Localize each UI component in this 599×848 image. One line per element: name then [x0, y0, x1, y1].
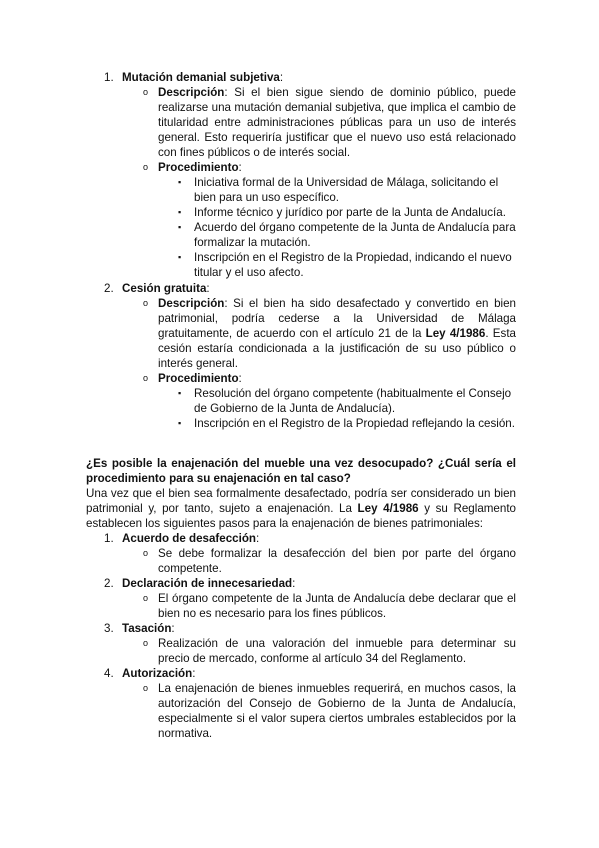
list-item-step-3: 3. Tasación:	[104, 622, 175, 635]
list-number: 2.	[104, 577, 114, 590]
item-title: Tasación	[122, 622, 172, 635]
list-step: ▪ Acuerdo del órgano competente de la Junta de Andalucía para formalizar la mutación.	[178, 221, 516, 249]
circle-bullet-icon: o	[143, 683, 149, 693]
list-item-step-2: 2. Declaración de innecesariedad:	[104, 577, 296, 590]
list-subitem-descripcion	[86, 85, 516, 160]
list-step: ▪ Inscripción en el Registro de la Propiedad, indicando el nuevo titular y el uso afecto.	[178, 251, 512, 279]
list-number: 3.	[104, 622, 114, 635]
item-title: Cesión gratuita	[122, 282, 207, 295]
circle-bullet-icon: o	[143, 373, 149, 383]
item-title: Acuerdo de desafección	[122, 532, 257, 545]
circle-bullet-icon: o	[143, 162, 149, 172]
list-subitem-descripcion: o Descripción: Si el bien ha sido desafectado y convertido en bien patrimonial, podría cederse a la Universidad de Málaga gratuitamente, de acuerdo con el artículo 21 de la Ley 4/1986. Esta cesión estaría condicionada a la justificación de su uso público o interés general.	[143, 297, 516, 370]
circle-bullet-icon: o	[143, 87, 149, 97]
list-subitem-procedimiento: o Procedimiento:	[143, 372, 242, 385]
circle-bullet-icon: o	[143, 593, 149, 603]
square-bullet-icon: ▪	[178, 388, 182, 398]
list-step: ▪ Inscripción en el Registro de la Propiedad reflejando la cesión.	[178, 417, 515, 430]
section-alternatives	[86, 70, 516, 431]
list-subitem: o El órgano competente de la Junta de Andalucía debe declarar que el bien no es necesario para los fines públicos.	[143, 592, 516, 620]
list-item-cesion: 2. Cesión gratuita:	[104, 282, 210, 295]
item-title: Autorización	[122, 667, 193, 680]
list-subitem: o Realización de una valoración del inmueble para determinar su precio de mercado, conforme al artículo 34 del Reglamento.	[143, 637, 516, 665]
square-bullet-icon: ▪	[178, 418, 182, 428]
list-item-step-4: 4. Autorización:	[104, 667, 196, 680]
circle-bullet-icon: o	[143, 548, 149, 558]
list-number: 1.	[104, 71, 114, 84]
section-intro: Una vez que el bien sea formalmente desafectado, podría ser considerado un bien patrimonial y, por tanto, sujeto a enajenación. La Ley 4/1986 y su Reglamento establecen los siguientes pasos para la enajenación de bienes patrimoniales:	[86, 487, 516, 530]
list-number: 1.	[104, 532, 114, 545]
subitem-label: Procedimiento	[158, 372, 239, 385]
list-step: ▪ Resolución del órgano competente (habitualmente el Consejo de Gobierno de la Junta de Andalucía).	[178, 387, 512, 415]
subitem-label: Descripción	[158, 86, 225, 99]
circle-bullet-icon: o	[143, 298, 149, 308]
square-bullet-icon: ▪	[178, 177, 182, 187]
law-reference: Ley 4/1986	[357, 502, 419, 515]
section-enajenacion	[86, 456, 516, 741]
law-reference: Ley 4/1986	[425, 327, 486, 340]
list-item-mutacion: 1. Mutación demanial subjetiva:	[104, 71, 284, 84]
square-bullet-icon: ▪	[178, 222, 182, 232]
item-title: Declaración de innecesariedad	[122, 577, 293, 590]
square-bullet-icon: ▪	[178, 207, 182, 217]
list-step: ▪ Informe técnico y jurídico por parte de la Junta de Andalucía.	[178, 206, 506, 219]
subitem-label: Descripción	[158, 297, 225, 310]
list-number: 4.	[104, 667, 114, 680]
subitem-label: Procedimiento	[158, 161, 239, 174]
subitem-text: : Si el bien sigue siendo de dominio público, puede realizarse una mutación demanial subjetiva, que implica el cambio de titularidad entre administraciones públicas para un uso de interés general. Esto requeriría justificar que el nuevo uso está relacionado con fines públicos o de interés social.	[158, 86, 516, 159]
list-item-step-1: 1. Acuerdo de desafección:	[104, 532, 260, 545]
circle-bullet-icon: o	[143, 638, 149, 648]
section-question: ¿Es posible la enajenación del mueble una vez desocupado? ¿Cuál sería el procedimiento para su enajenación en tal caso?	[86, 457, 516, 485]
list-number: 2.	[104, 282, 114, 295]
square-bullet-icon: ▪	[178, 252, 182, 262]
list-subitem: o Se debe formalizar la desafección del bien por parte del órgano competente.	[143, 547, 516, 575]
list-subitem-procedimiento: o Procedimiento:	[143, 161, 242, 174]
item-title: Mutación demanial subjetiva	[122, 71, 280, 84]
list-subitem: o La enajenación de bienes inmuebles requerirá, en muchos casos, la autorización del Consejo de Gobierno de la Junta de Andalucía, especialmente si el valor supera ciertos umbrales establecidos por la normativa.	[143, 682, 516, 740]
list-step: ▪ Iniciativa formal de la Universidad de Málaga, solicitando el bien para un uso específico.	[178, 176, 499, 204]
